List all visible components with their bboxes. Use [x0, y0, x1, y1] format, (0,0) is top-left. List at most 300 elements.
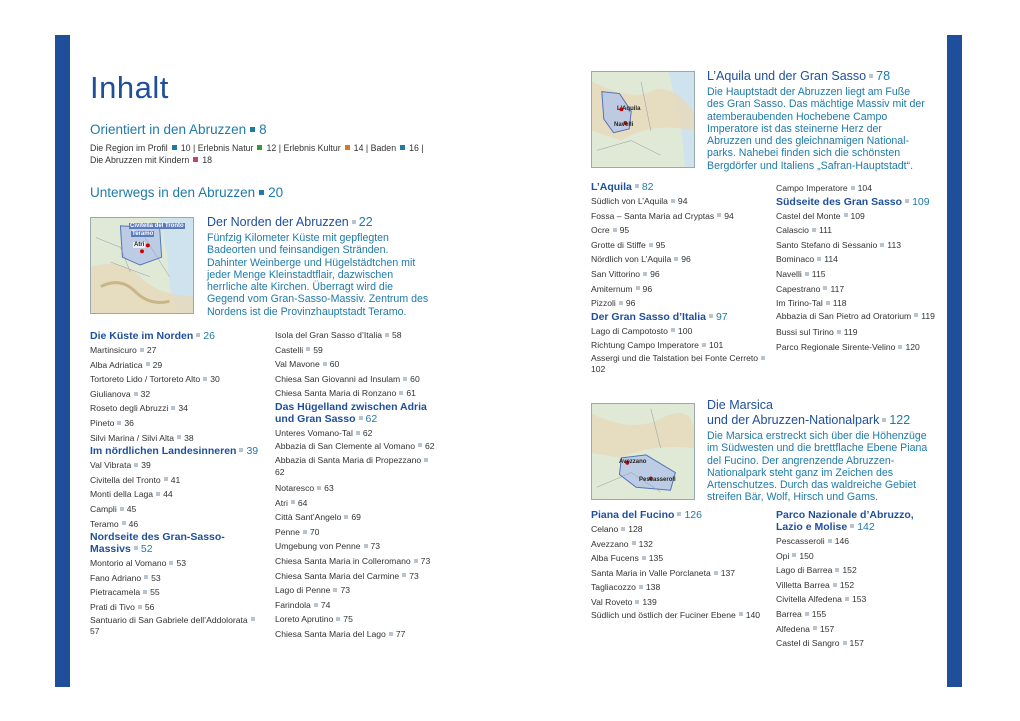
page-marker-icon: [402, 573, 406, 577]
page-marker-icon: [844, 213, 848, 217]
map-label-laquila: L'Aquila: [617, 106, 641, 112]
toc-entry-page: 102: [591, 364, 606, 375]
toc-entry-label: Farindola: [275, 599, 311, 610]
toc-entry-label: Villetta Barrea: [776, 579, 830, 590]
page-marker-icon: [143, 590, 147, 594]
page-marker-icon: [134, 546, 138, 550]
toc-entry-label: Ocre: [591, 225, 610, 236]
page-marker-icon: [138, 605, 142, 609]
toc-entry-page: 155: [811, 608, 827, 619]
toc-entry[interactable]: [90, 502, 265, 517]
toc-entry-page: 96: [650, 268, 660, 279]
toc-entry-label: Notaresco: [275, 483, 315, 494]
toc-entry[interactable]: [776, 296, 941, 311]
toc-entry-label: Montorio al Vomano: [90, 558, 167, 569]
section-orientiert[interactable]: [90, 122, 267, 137]
page-marker-icon: [828, 539, 832, 543]
page-marker-icon: [709, 314, 713, 318]
toc-subsection-label: L’Aquila: [591, 181, 632, 193]
toc-entry-label: Santo Stefano di Sessanio: [776, 239, 878, 250]
page-marker-icon: [134, 463, 138, 467]
toc-subsection-label: Das Hügelland zwischen Adria und Gran Sasso: [275, 400, 427, 425]
toc-entry[interactable]: [275, 554, 440, 569]
toc-entry[interactable]: [591, 580, 771, 595]
toc-entry[interactable]: [591, 194, 771, 209]
toc-subsection[interactable]: [90, 531, 265, 555]
toc-entry-label: Capestrano: [776, 283, 821, 294]
toc-subsection-page: 109: [912, 195, 930, 208]
toc-subsection-label: Nordseite des Gran-Sasso-Massivs: [90, 531, 225, 556]
toc-entry-label: Richtung Campo Imperatore: [591, 340, 699, 351]
toc-entry[interactable]: [591, 223, 771, 238]
toc-entry[interactable]: Erlebnis Natur: [197, 143, 254, 153]
toc-entry-label: Lago di Barrea: [776, 565, 833, 576]
toc-entry-page: 138: [645, 582, 661, 593]
toc-entry-label: Isola del Gran Sasso d’Italia: [275, 330, 383, 340]
feature-laquila-page: 78: [876, 69, 891, 83]
separator: |: [190, 143, 198, 153]
toc-entry[interactable]: [275, 426, 440, 441]
feature-laquila-text: Die Hauptstadt der Abruzzen liegt am Fuße des Gran Sasso. Das mächtige Massiv mit der atemberaubenden Hochebene Campo Imperatore ist das steinerne Herz der Abruzzen und des gleichnamigen Nationalparks. Nahebei finden sich die schönsten Bergdörfer und Italiens „Safran-Hauptstadt“.: [707, 86, 925, 172]
toc-entry-label: Amiternum: [591, 283, 633, 294]
toc-entry[interactable]: [90, 600, 265, 615]
page-marker-icon: [882, 418, 886, 422]
toc-entry[interactable]: [591, 566, 771, 581]
toc-entry-label: Navelli: [776, 268, 802, 279]
toc-entry-label: Penne: [275, 526, 300, 537]
toc-column-4: [776, 181, 941, 354]
map-label-navelli: Navelli: [614, 122, 634, 128]
toc-entry[interactable]: [776, 325, 941, 340]
toc-entry[interactable]: [776, 592, 941, 607]
toc-entry-page: 146: [834, 536, 850, 546]
page-marker-icon: [714, 571, 718, 575]
toc-entry[interactable]: [275, 372, 440, 387]
toc-entry-page: 34: [178, 403, 188, 414]
toc-entry-page: 70: [309, 526, 320, 537]
toc-entry-page: 62: [362, 427, 373, 438]
toc-entry-label: Chiesa San Giovanni ad Insulam: [275, 373, 401, 384]
toc-entry-page: 94: [677, 196, 688, 206]
toc-entry-label: Loreto Aprutino: [275, 614, 334, 625]
page-marker-icon: [835, 568, 839, 572]
toc-entry-label: Chiesa Santa Maria in Colleromano: [275, 556, 411, 567]
toc-entry[interactable]: [776, 534, 941, 549]
toc-entry[interactable]: [275, 510, 440, 525]
toc-entry-page: 77: [395, 629, 406, 639]
toc-entry-label: Castel di Sangro: [776, 638, 840, 649]
page-marker-icon: [303, 530, 307, 534]
toc-entry-page: 64: [297, 497, 308, 508]
toc-entry[interactable]: [90, 556, 265, 571]
toc-subsection-label: Die Küste im Norden: [90, 330, 194, 342]
toc-entry-page: 152: [842, 565, 857, 576]
toc-subsection[interactable]: [90, 445, 265, 457]
toc-entry[interactable]: [776, 549, 941, 564]
page-title: Inhalt: [90, 70, 169, 105]
page-marker-icon: [671, 199, 675, 203]
page-marker-icon: [418, 443, 422, 447]
toc-subsection[interactable]: [776, 509, 941, 533]
page-marker-icon: [399, 391, 403, 395]
toc-column-1: [90, 330, 265, 641]
toc-entry[interactable]: [275, 455, 440, 478]
page-marker-icon: [674, 257, 678, 261]
page-marker-icon: [345, 145, 350, 150]
toc-entry[interactable]: [776, 340, 941, 355]
toc-entry-page: 44: [163, 489, 173, 500]
toc-entry-page: 69: [351, 512, 361, 523]
toc-subsection[interactable]: [275, 401, 440, 425]
toc-entry[interactable]: [591, 282, 771, 297]
toc-entry-page: 152: [839, 579, 855, 590]
page-marker-icon: [144, 575, 148, 579]
toc-entry-page: 12: [266, 143, 277, 153]
toc-entry-page: 59: [313, 344, 323, 355]
page-marker-icon: [333, 588, 337, 592]
toc-entry-label: Chiesa Santa Maria del Carmine: [275, 570, 400, 581]
toc-entry-label: Fano Adriano: [90, 572, 142, 583]
toc-entry-page: 118: [832, 298, 847, 309]
toc-entry-label: Chiesa Santa Maria di Ronzano: [275, 388, 397, 399]
toc-entry[interactable]: [591, 537, 771, 552]
toc-entry[interactable]: [591, 324, 771, 339]
toc-entry-page: 53: [176, 558, 186, 569]
toc-entry[interactable]: [275, 441, 440, 453]
toc-entry[interactable]: [90, 401, 265, 416]
page-marker-icon: [400, 145, 405, 150]
toc-entry-label: Roseto degli Abruzzi: [90, 403, 169, 414]
toc-entry[interactable]: [275, 343, 440, 358]
toc-entry-page: 16: [409, 143, 419, 153]
separator: |: [363, 143, 371, 153]
page-marker-icon: [845, 597, 849, 601]
toc-entry[interactable]: [776, 223, 941, 238]
toc-entry[interactable]: [90, 372, 265, 387]
toc-entry-page: 96: [642, 283, 653, 294]
toc-entry[interactable]: [591, 595, 771, 610]
page-marker-icon: [359, 416, 363, 420]
map-laquila: [591, 71, 695, 168]
map-label-civitella: Civitella del Tronto: [130, 223, 184, 229]
toc-entry-label: Südlich von L’Aquila: [591, 196, 668, 206]
page-marker-icon: [156, 492, 160, 496]
toc-entry-page: 73: [340, 585, 350, 596]
toc-entry[interactable]: [591, 338, 771, 353]
toc-column-3: [591, 181, 771, 379]
toc-entry-label: Barrea: [776, 608, 802, 619]
section-unterwegs-page: 20: [268, 185, 284, 200]
toc-subsection-page: 26: [203, 330, 215, 342]
toc-entry-label: Opi: [776, 550, 790, 561]
toc-entry-label: Santuario di San Gabriele dell’Addolorata: [90, 614, 248, 625]
toc-entry[interactable]: [776, 209, 941, 224]
toc-entry[interactable]: [591, 551, 771, 566]
page-marker-icon: [643, 272, 647, 276]
page-marker-icon: [177, 435, 181, 439]
toc-entry-page: 36: [124, 417, 134, 428]
toc-entry-page: 95: [655, 239, 666, 250]
toc-entry-page: 132: [638, 538, 653, 549]
toc-entry-page: 120: [905, 341, 920, 352]
map-marsica: [591, 403, 695, 500]
toc-entry[interactable]: [776, 563, 941, 578]
toc-entry[interactable]: [275, 627, 440, 642]
page-marker-icon: [314, 603, 318, 607]
page-marker-icon: [403, 377, 407, 381]
feature-norden-title[interactable]: [207, 215, 373, 230]
toc-entry[interactable]: [275, 569, 440, 584]
toc-entry-page: 157: [849, 638, 864, 649]
page-marker-icon: [823, 286, 827, 290]
toc-subsection-label: Parco Nazionale d’Abruzzo, Lazio e Molise: [776, 509, 914, 533]
toc-entry[interactable]: [591, 353, 771, 376]
toc-entry[interactable]: [90, 343, 265, 358]
toc-entry[interactable]: [90, 358, 265, 373]
toc-subsection-label: Im nördlichen Landesinneren: [90, 445, 237, 458]
page-marker-icon: [905, 199, 909, 203]
section-unterwegs[interactable]: [90, 185, 283, 200]
toc-entry[interactable]: [591, 522, 771, 537]
page-marker-icon: [134, 392, 138, 396]
toc-entry-page: 117: [830, 283, 845, 294]
toc-entry[interactable]: [275, 357, 440, 372]
page-marker-icon: [898, 345, 902, 349]
page-marker-icon: [122, 521, 126, 525]
toc-entry[interactable]: [776, 238, 941, 253]
toc-entry-page: 94: [724, 210, 734, 221]
toc-entry-page: 101: [708, 340, 724, 351]
page-marker-icon: [250, 127, 255, 132]
toc-entry[interactable]: [90, 615, 265, 638]
page-marker-icon: [389, 632, 393, 636]
toc-entry-page: 139: [642, 596, 657, 607]
toc-entry-page: 74: [320, 599, 331, 610]
toc-subsection-page: 62: [365, 412, 378, 425]
toc-subsection[interactable]: [776, 196, 941, 208]
toc-entry[interactable]: [776, 181, 941, 196]
page-marker-icon: [317, 486, 321, 490]
page-marker-icon: [642, 556, 646, 560]
toc-entry[interactable]: Erlebnis Kultur: [283, 143, 341, 153]
toc-entry[interactable]: [90, 431, 265, 446]
toc-entry-label: Pescasseroli: [776, 536, 825, 546]
toc-entry-label: Bominaco: [776, 254, 815, 265]
map-label-pescasseroli: Pescasseroli: [639, 477, 676, 483]
toc-entry-page: 39: [141, 460, 151, 471]
toc-entry[interactable]: [776, 311, 941, 323]
toc-entry[interactable]: [90, 387, 265, 402]
section-orientiert-page: 8: [259, 122, 267, 137]
toc-entry-label: Lago di Penne: [275, 585, 331, 596]
toc-entry-page: 95: [619, 225, 630, 236]
page-marker-icon: [424, 458, 428, 462]
toc-entry[interactable]: [591, 610, 771, 622]
page-marker-icon: [677, 512, 681, 516]
toc-entry[interactable]: [275, 496, 440, 511]
toc-entry[interactable]: Die Abruzzen mit Kindern: [90, 155, 190, 165]
toc-entry-page: 115: [811, 268, 826, 279]
toc-entry-page: 55: [150, 587, 160, 598]
toc-entry-label: Prati di Tivo: [90, 601, 135, 612]
toc-entry[interactable]: [591, 267, 771, 282]
toc-entry-label: Lago di Campotosto: [591, 325, 668, 336]
section-unterwegs-label: Unterwegs in den Abruzzen: [90, 185, 256, 200]
right-page-bar: [947, 35, 962, 687]
feature-marsica-title[interactable]: [707, 398, 910, 428]
toc-entry-page: 10: [180, 143, 191, 153]
toc-entry-page: 14: [353, 143, 364, 153]
toc-entry[interactable]: [591, 296, 771, 311]
toc-subsection[interactable]: [591, 181, 771, 193]
map-norden: [90, 217, 194, 314]
page-marker-icon: [850, 524, 854, 528]
page-marker-icon: [914, 313, 918, 317]
toc-entry[interactable]: [776, 622, 941, 637]
page-marker-icon: [636, 286, 640, 290]
page-marker-icon: [739, 612, 743, 616]
toc-entry-label: Santa Maria in Valle Porclaneta: [591, 567, 711, 578]
toc-entry[interactable]: [90, 473, 265, 488]
toc-entry-page: 57: [90, 626, 100, 636]
toc-entry[interactable]: [776, 282, 941, 297]
toc-entry-label: Unteres Vomano-Tal: [275, 427, 353, 438]
toc-entry-page: 62: [275, 466, 285, 477]
toc-entry-label: Pineto: [90, 417, 115, 428]
left-page-bar: [55, 35, 70, 687]
orient-subsections-line2: [90, 154, 212, 167]
toc-entry[interactable]: [275, 539, 440, 554]
toc-entry-page: 53: [151, 572, 161, 583]
toc-entry-label: Celano: [591, 524, 619, 534]
toc-subsection[interactable]: [591, 311, 771, 323]
toc-entry-page: 45: [126, 503, 137, 514]
page-marker-icon: [702, 343, 706, 347]
toc-entry-page: 111: [818, 225, 833, 236]
toc-entry[interactable]: [90, 517, 265, 532]
page-marker-icon: [812, 228, 816, 232]
page-marker-icon: [414, 559, 418, 563]
page-marker-icon: [619, 301, 623, 305]
toc-entry-label: Castelli: [275, 344, 304, 355]
toc-entry[interactable]: [90, 585, 265, 600]
toc-entry[interactable]: [776, 607, 941, 622]
page-marker-icon: [336, 617, 340, 621]
page-marker-icon: [385, 333, 389, 337]
toc-entry[interactable]: Baden: [370, 143, 397, 153]
page-marker-icon: [323, 362, 327, 366]
toc-subsection-page: 97: [715, 310, 728, 323]
page-marker-icon: [761, 356, 765, 360]
toc-entry-page: 60: [410, 373, 420, 384]
separator: |: [418, 143, 424, 153]
toc-entry-page: 73: [409, 570, 419, 581]
toc-entry-page: 114: [824, 254, 838, 265]
toc-subsection[interactable]: [591, 509, 771, 521]
toc-entry-page: 73: [420, 556, 431, 567]
toc-entry-label: Martinsicuro: [90, 345, 137, 355]
toc-column-6: [776, 509, 941, 651]
toc-entry[interactable]: [776, 252, 941, 267]
toc-entry-label: Alba Fucens: [591, 553, 639, 564]
toc-entry[interactable]: [275, 598, 440, 613]
toc-entry-page: 73: [370, 541, 381, 552]
toc-entry-page: 119: [843, 327, 858, 338]
page-marker-icon: [717, 213, 721, 217]
toc-entry[interactable]: [275, 481, 440, 496]
toc-entry-label: San Vittorino: [591, 268, 641, 279]
toc-entry[interactable]: [90, 416, 265, 431]
page-marker-icon: [344, 515, 348, 519]
feature-norden-label: Der Norden der Abruzzen: [207, 215, 349, 229]
page-marker-icon: [257, 145, 262, 150]
page-marker-icon: [193, 157, 198, 162]
toc-entry-page: 96: [625, 298, 636, 309]
toc-entry[interactable]: [776, 636, 941, 651]
page-marker-icon: [239, 448, 243, 452]
toc-subsection[interactable]: [90, 330, 265, 342]
toc-entry[interactable]: [275, 328, 440, 343]
toc-entry[interactable]: [776, 578, 941, 593]
feature-marsica-text: Die Marsica erstreckt sich über die Höhenzüge im Südwesten und die brettflache Ebene Piana del Fucino. Der angrenzende Abruzzen-Nationalpark steht ganz im Zeichen des Artenschutzes. Durch das waldreiche Gebiet streifen Bär, Wolf, Hirsch und Gams.: [707, 430, 928, 504]
toc-entry-page: 150: [799, 550, 814, 561]
toc-entry-label: Campli: [90, 503, 117, 514]
toc-entry[interactable]: Die Region im Profil: [90, 143, 168, 153]
toc-entry-label: Grotte di Stiffe: [591, 239, 646, 250]
toc-entry-page: 153: [851, 594, 867, 605]
page-marker-icon: [259, 190, 264, 195]
toc-entry[interactable]: [90, 487, 265, 502]
toc-entry-label: Im Tirino-Tal: [776, 298, 823, 309]
toc-entry[interactable]: [591, 252, 771, 267]
toc-entry[interactable]: [90, 571, 265, 586]
toc-entry-page: 29: [152, 359, 163, 370]
toc-column-2: [275, 328, 440, 642]
toc-entry[interactable]: [776, 267, 941, 282]
feature-norden-text: Fünfzig Kilometer Küste mit gepflegten Badeorten und feinsandigen Stränden. Dahinter Weinberge und Hügelstädtchen mit jeder Menge Kleinstadtflair, dazwischen herrliche alte Kirchen. Überragt wird die Gegend vom Gran-Sasso-Massiv. Zentrum des Nordens ist die Provinzhauptstadt Teramo.: [207, 232, 429, 318]
toc-entry-page: 128: [628, 524, 643, 534]
page-marker-icon: [671, 328, 675, 332]
toc-entry-label: Assergi und die Talstation bei Fonte Cerreto: [591, 352, 759, 363]
toc-entry-label: Alfedena: [776, 623, 810, 634]
toc-entry[interactable]: [275, 583, 440, 598]
toc-entry-label: Bussi sul Tirino: [776, 327, 834, 338]
toc-entry-label: Val Mavone: [275, 359, 320, 370]
toc-entry[interactable]: [591, 209, 771, 224]
toc-entry-label: Abbazia di Santa Maria di Propezzano: [275, 455, 422, 466]
page-marker-icon: [632, 541, 636, 545]
toc-entry[interactable]: [275, 612, 440, 627]
toc-entry-label: Pizzoli: [591, 298, 616, 309]
map-label-teramo: Teramo: [132, 231, 154, 237]
toc-entry-label: Chiesa Santa Maria del Lago: [275, 629, 386, 639]
toc-entry-label: Alba Adriatica: [90, 359, 143, 370]
toc-entry-label: Tagliacozzo: [591, 582, 636, 593]
feature-laquila-title[interactable]: [707, 69, 890, 84]
toc-entry[interactable]: [275, 386, 440, 401]
toc-entry-label: Pietracamela: [90, 587, 141, 598]
page-marker-icon: [792, 553, 796, 557]
toc-entry-label: Giulianova: [90, 388, 131, 399]
toc-entry-label: Tortoreto Lido / Tortoreto Alto: [90, 374, 201, 385]
toc-entry[interactable]: [90, 458, 265, 473]
toc-entry[interactable]: [275, 525, 440, 540]
toc-entry-label: Abbazia di San Pietro ad Oratorium: [776, 310, 912, 321]
toc-subsection-page: 52: [140, 543, 153, 556]
toc-subsection-page: 39: [246, 445, 259, 458]
toc-entry[interactable]: [591, 238, 771, 253]
toc-entry-label: Umgebung von Penne: [275, 541, 361, 552]
